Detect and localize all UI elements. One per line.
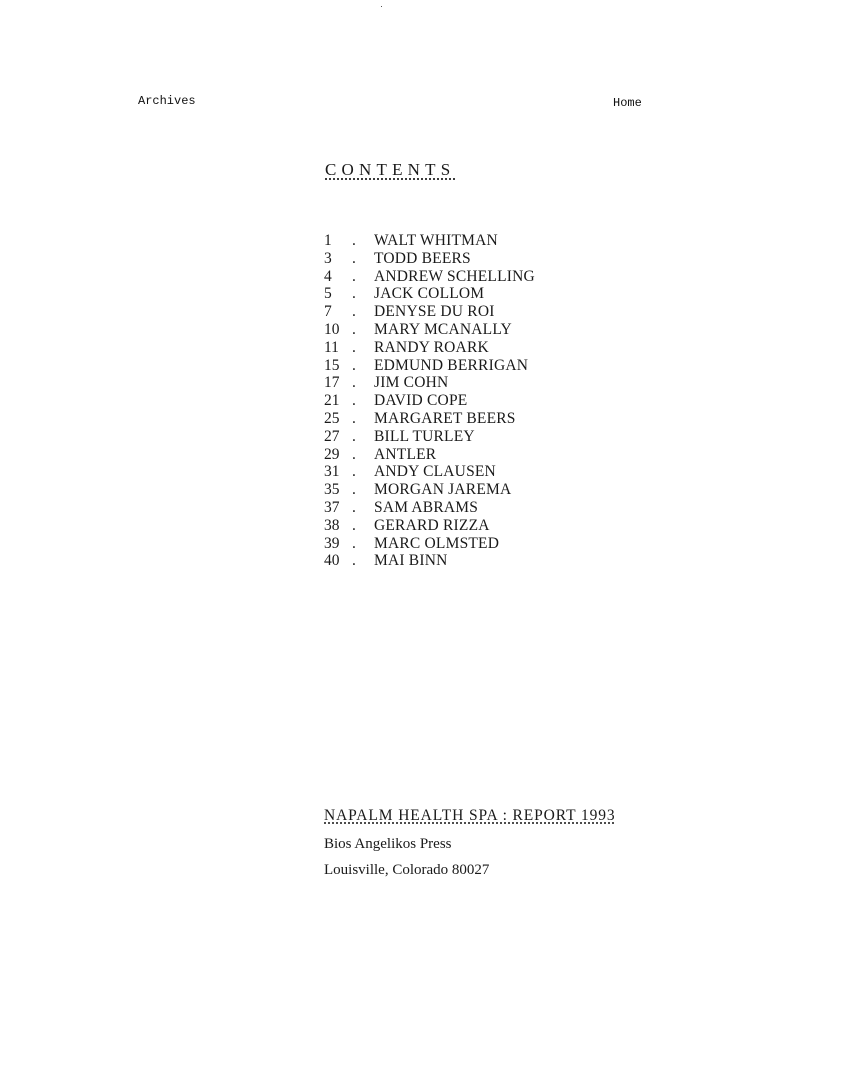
- toc-page-number: 4: [324, 267, 332, 285]
- toc-author-name: ANTLER: [374, 445, 437, 463]
- toc-entry: [324, 499, 535, 517]
- toc-separator: .: [352, 267, 356, 285]
- toc-page-number: 3: [324, 249, 332, 267]
- toc-author-name: MARC OLMSTED: [374, 534, 500, 552]
- toc-entry: [324, 481, 535, 499]
- archives-link[interactable]: Archives: [138, 94, 196, 108]
- table-of-contents: [324, 232, 535, 570]
- toc-entry: [324, 374, 535, 392]
- toc-separator: .: [352, 392, 356, 410]
- toc-author-name: WALT WHITMAN: [374, 232, 498, 249]
- toc-entry: [324, 410, 535, 428]
- toc-entry: [324, 428, 535, 446]
- toc-separator: .: [352, 338, 356, 356]
- toc-author-name: RANDY ROARK: [374, 338, 489, 356]
- toc-page-number: 10: [324, 320, 340, 338]
- toc-page-number: 11: [324, 338, 339, 356]
- home-link[interactable]: Home: [613, 96, 642, 110]
- toc-page-number: 27: [324, 427, 340, 445]
- toc-author-name: MARGARET BEERS: [374, 409, 516, 427]
- toc-entry: [324, 357, 535, 375]
- toc-author-name: JACK COLLOM: [374, 285, 485, 303]
- toc-entry: [324, 268, 535, 286]
- toc-page-number: 1: [324, 232, 332, 249]
- toc-entry: [324, 517, 535, 535]
- scan-speck: [381, 6, 382, 7]
- toc-separator: .: [352, 356, 356, 374]
- toc-entry: [324, 552, 535, 570]
- toc-separator: .: [352, 534, 356, 552]
- toc-entry: [324, 392, 535, 410]
- toc-separator: .: [352, 445, 356, 463]
- toc-page-number: 38: [324, 516, 340, 534]
- toc-separator: .: [352, 409, 356, 427]
- toc-entry: [324, 535, 535, 553]
- toc-entry: [324, 232, 535, 250]
- toc-separator: .: [352, 320, 356, 338]
- toc-author-name: BILL TURLEY: [374, 427, 475, 445]
- toc-entry: [324, 303, 535, 321]
- toc-author-name: SAM ABRAMS: [374, 498, 479, 516]
- toc-entry: [324, 285, 535, 303]
- toc-author-name: MORGAN JAREMA: [374, 481, 512, 499]
- toc-page-number: 39: [324, 534, 340, 552]
- toc-separator: .: [352, 552, 356, 570]
- toc-author-name: JIM COHN: [374, 374, 449, 392]
- toc-page-number: 29: [324, 445, 340, 463]
- toc-entry: [324, 321, 535, 339]
- toc-author-name: MARY MCANALLY: [374, 320, 512, 338]
- publication-footer: [324, 806, 616, 884]
- toc-separator: .: [352, 303, 356, 321]
- toc-page-number: 15: [324, 356, 340, 374]
- toc-separator: .: [352, 374, 356, 392]
- toc-entry: [324, 339, 535, 357]
- toc-separator: .: [352, 249, 356, 267]
- toc-page-number: 21: [324, 392, 340, 410]
- toc-separator: .: [352, 427, 356, 445]
- report-title: NAPALM HEALTH SPA : REPORT 1993: [324, 807, 616, 824]
- toc-author-name: TODD BEERS: [374, 249, 471, 267]
- publisher-address: Louisville, Colorado 80027: [324, 862, 490, 878]
- toc-author-name: EDMUND BERRIGAN: [374, 356, 529, 374]
- toc-separator: .: [352, 498, 356, 516]
- toc-page-number: 35: [324, 481, 340, 499]
- toc-author-name: ANDY CLAUSEN: [374, 463, 496, 481]
- toc-entry: [324, 446, 535, 464]
- publisher-name: Bios Angelikos Press: [324, 836, 452, 852]
- toc-author-name: DENYSE DU ROI: [374, 303, 495, 321]
- toc-separator: .: [352, 481, 356, 499]
- toc-entry: [324, 250, 535, 268]
- toc-author-name: ANDREW SCHELLING: [374, 267, 535, 285]
- toc-separator: .: [352, 285, 356, 303]
- toc-page-number: 5: [324, 285, 332, 303]
- toc-page-number: 17: [324, 374, 340, 392]
- toc-author-name: DAVID COPE: [374, 392, 468, 410]
- toc-page-number: 40: [324, 552, 340, 570]
- toc-author-name: MAI BINN: [374, 552, 448, 570]
- toc-page-number: 31: [324, 463, 340, 481]
- toc-separator: .: [352, 463, 356, 481]
- toc-page-number: 37: [324, 498, 340, 516]
- contents-title: CONTENTS: [325, 160, 456, 179]
- toc-author-name: GERARD RIZZA: [374, 516, 490, 534]
- toc-page-number: 7: [324, 303, 332, 321]
- toc-entry: [324, 463, 535, 481]
- toc-page-number: 25: [324, 409, 340, 427]
- toc-separator: .: [352, 232, 356, 249]
- toc-separator: .: [352, 516, 356, 534]
